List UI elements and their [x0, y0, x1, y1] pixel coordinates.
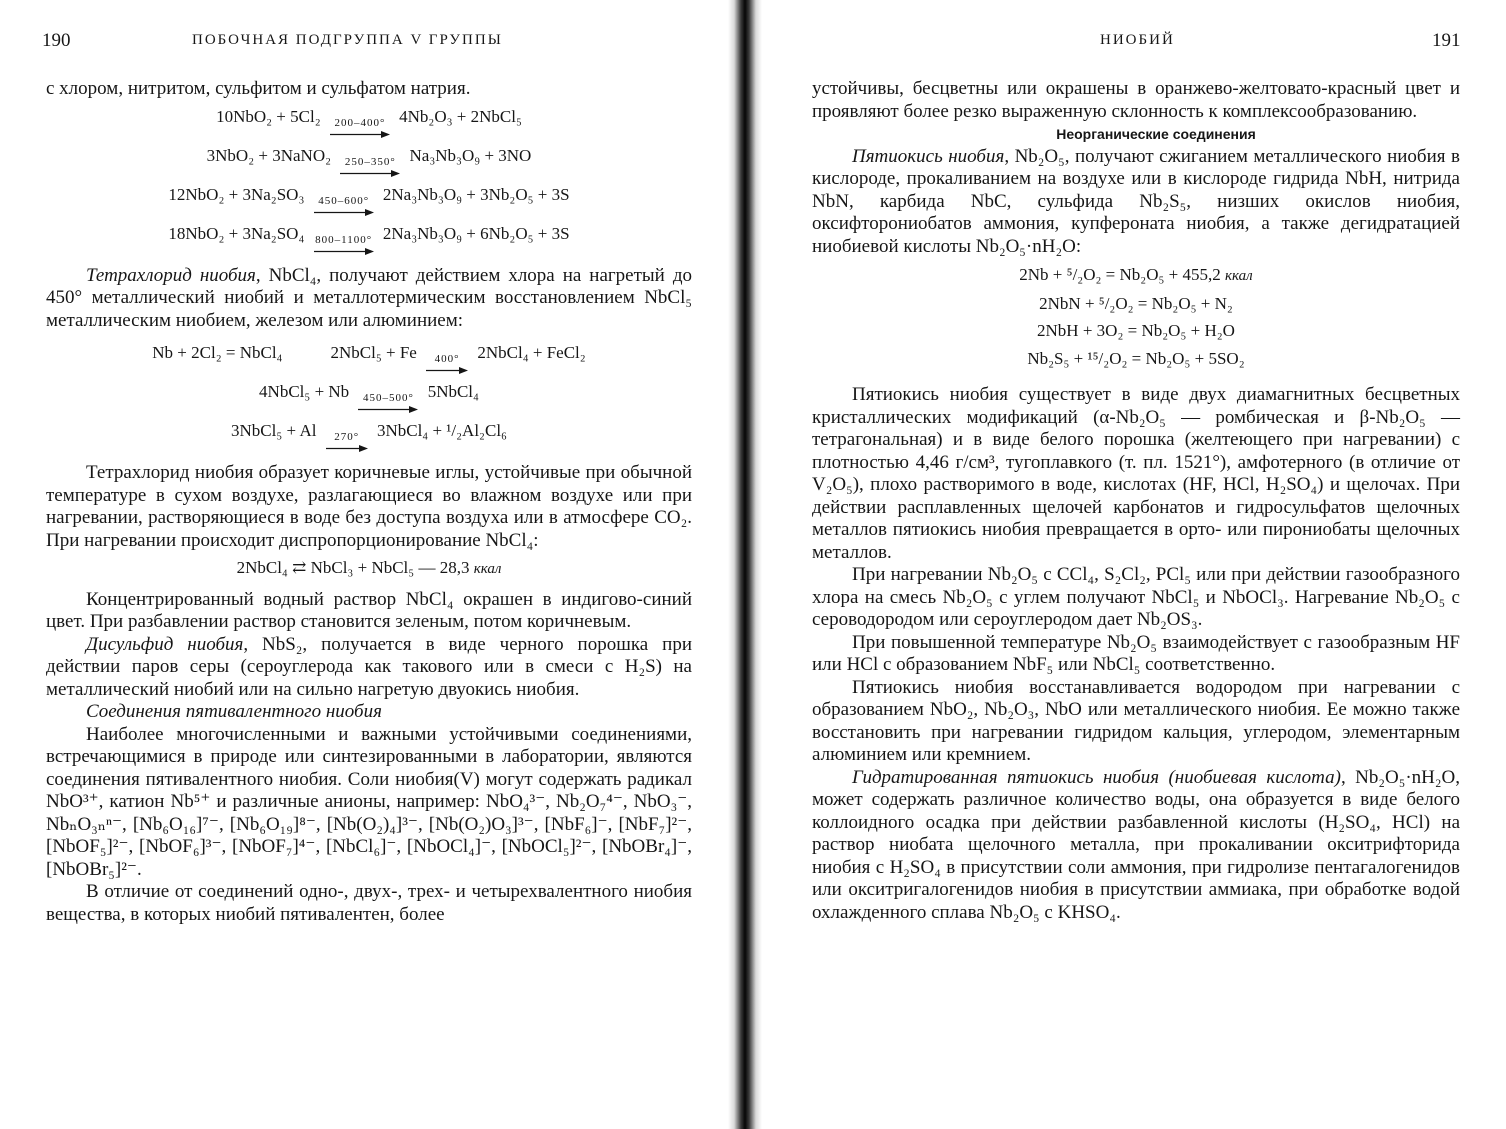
arrow-icon [330, 129, 390, 140]
term-disulfide: Дисульфид ниобия [86, 633, 244, 655]
equation-rhs: 4Nb₂O₃ + 2NbCl₅ [399, 106, 522, 126]
reaction-arrow [426, 353, 468, 376]
tetrachloride-paragraph [46, 265, 692, 333]
section-title: Неорганические соединения [1056, 126, 1256, 142]
reaction-condition: 450–600° [318, 194, 370, 207]
page-number: 191 [1432, 30, 1461, 51]
reaction-condition: 800–1100° [315, 233, 373, 246]
right-page [760, 0, 1506, 1129]
pentoxide-text: , Nb₂O₅, получают сжиганием металлического ниобия в кислороде, прокаливанием на воздухе или в кислороде гидрида NbH, нитрида NbN, карбида NbC, сульфида Nb₂S₅, низших окислов ниобия, оксифторониобатов аммония, купфероната ниобия, а также дегидратацией ниобиевой кислоты Nb₂O₅·nH₂O: [812, 145, 1460, 257]
equation-rhs: 2Na₃Nb₃O₉ + 6Nb₂O₅ + 3S [382, 223, 570, 243]
reaction-arrow [314, 195, 374, 218]
disulfide-paragraph [46, 634, 692, 702]
equation-rhs: 2NbCl₄ + FeCl₂ [477, 343, 586, 362]
equation: 2NbCl₄ ⇄ NbCl₃ + NbCl₅ — 28,3 [236, 558, 470, 577]
equation-rhs: 3NbCl₄ + ¹/₂Al₂Cl₆ [376, 421, 507, 440]
energy-unit: ккал [1225, 268, 1253, 284]
reaction-arrow [358, 392, 418, 415]
running-head: НИОБИЙ [1100, 32, 1175, 48]
arrow-icon [340, 168, 400, 179]
equation-lhs: 2NbCl₅ + Fe [330, 343, 417, 362]
continuation-paragraph: устойчивы, бесцветны или окрашены в оранжево-желтовато-красный цвет и проявляют более резко выраженную склонность к комплексообразованию. [812, 78, 1460, 122]
heating-paragraph: При нагревании Nb₂O₅ с CCl₄, S₂Cl₂, PCl₅ или при действии газообразного хлора на смесь Nb₂O₅ с углем получают NbCl₅ и NbOCl₃. Нагревание Nb₂O₅ с сероводородом или сероуглеродом дает Nb₂OS₃. [812, 564, 1460, 630]
equation-text: 2Nb + ⁵/₂O₂ = Nb₂O₅ + 455,2 [1019, 265, 1221, 284]
section-title: Соединения пятивалентного ниобия [86, 701, 382, 722]
equation-lhs: 3NbO₂ + 3NaNO₂ [206, 145, 332, 165]
reaction-condition: 400° [434, 353, 460, 365]
equation [46, 223, 692, 257]
term-tetrachloride: Тетрахлорид ниобия [86, 264, 256, 286]
reaction-condition: 270° [334, 431, 360, 443]
reaction-condition: 200–400° [334, 116, 386, 129]
equation-lhs: 18NbO₂ + 3Na₂SO₄ [168, 223, 305, 243]
running-head: ПОБОЧНАЯ ПОДГРУППА V ГРУППЫ [192, 32, 503, 48]
equation [46, 145, 692, 179]
nbo2-reactions [46, 106, 692, 257]
disulfide-text: , NbS₂, получается в виде черного порошка при действии паров серы (сероуглерода как такового или в смеси с H₂S) на металлический ниобий или на сильно нагретую двуокись ниобия. [46, 633, 692, 700]
reaction-arrow [326, 431, 368, 454]
arrow-icon [426, 365, 468, 376]
left-page-body [46, 78, 692, 926]
equation-text: Nb₂S₅ + ¹⁵/₂O₂ = Nb₂O₅ + 5SO₂ [1027, 348, 1245, 368]
contrast-paragraph: В отличие от соединений одно-, двух-, трех- и четырехвалентного ниобия вещества, в которых ниобий пятивалентен, более [46, 881, 692, 925]
equation-text: 2NbN + ⁵/₂O₂ = Nb₂O₅ + N₂ [1039, 293, 1233, 313]
reaction-arrow [314, 234, 374, 257]
modifications-paragraph: Пятиокись ниобия существует в виде двух диамагнитных бесцветных кристаллических модификаций (α-Nb₂O₅ — ромбическая и β-Nb₂O₅ — тетрагональная) и в виде белого порошка (желтеющего при нагревании) с плотностью 4,46 г/см³, тугоплавкого (т. пл. 1521°), амфотерного (в отличие от V₂O₅), плохо растворимого в воде, кислотах (HF, HCl, H₂SO₄) и щелочах. При действии расплавленных щелочей карбонатов и гидросульфатов щелочных металлов пятиокись ниобия превращается в орто- или пирониобаты щелочных металлов. [812, 384, 1460, 563]
book-gutter [728, 0, 762, 1129]
arrow-icon [314, 246, 374, 257]
right-page-body [812, 78, 1460, 924]
tetrachloride-properties: Тетрахлорид ниобия образует коричневые иглы, устойчивые при обычной температуре в сухом воздухе, разлагающиеся во влажном воздухе или при нагревании, растворяющиеся в воде без доступа воздуха или в атмосфере CO₂. При нагревании происходит диспропорционирование NbCl₄: [46, 462, 692, 551]
equation-rhs: 2Na₃Nb₃O₉ + 3Nb₂O₅ + 3S [382, 184, 570, 204]
reaction-arrow [340, 156, 400, 179]
equation [46, 381, 692, 415]
equation [46, 184, 692, 218]
reduction-paragraph: Пятиокись ниобия восстанавливается водородом при нагревании с образованием NbO₂, Nb₂O₃, NbO или металлического ниобия. Ее можно также восстановить при нагревании гидридом кальция, углеродом, элементарным алюминием или кремнием. [812, 676, 1460, 765]
intro-line: с хлором, нитритом, сульфитом и сульфатом натрия. [46, 78, 471, 99]
tetrachloride-reactions [46, 342, 692, 454]
oxide-reactions [812, 264, 1460, 370]
arrow-icon [314, 207, 374, 218]
term-hydrated: Гидратированная пятиокись ниобия (ниобиевая кислота) [852, 766, 1341, 788]
pentoxide-paragraph [812, 146, 1460, 259]
disproportionation-equation [46, 557, 692, 581]
solution-paragraph: Концентрированный водный раствор NbCl₄ окрашен в индигово-синий цвет. При разбавлении раствор становится зеленым, потом коричневым. [46, 588, 692, 632]
equation [812, 320, 1460, 343]
page-number: 190 [42, 30, 71, 51]
equation [812, 264, 1460, 288]
equation-rhs: 5NbCl₄ [427, 382, 479, 401]
equation [812, 348, 1460, 371]
equation [46, 106, 692, 140]
equation-lhs: 12NbO₂ + 3Na₂SO₃ [168, 184, 305, 204]
reaction-arrow [330, 117, 390, 140]
hydrated-paragraph [812, 767, 1460, 925]
equation [812, 293, 1460, 316]
pentavalent-paragraph: Наиболее многочисленными и важными устойчивыми соединениями, встречающимися в природе или синтезированными в лаборатории, являются соединения пятивалентного ниобия. Соли ниобия(V) могут содержать радикал NbO³⁺, катион Nb⁵⁺ и различные анионы, например: NbO₄³⁻, Nb₂O₇⁴⁻, NbO₃⁻, NbₙO₃ₙⁿ⁻, [Nb₆O₁₆]⁷⁻, [Nb₆O₁₉]⁸⁻, [Nb(O₂)₄]³⁻, [Nb(O₂)O₃]³⁻, [NbF₆]⁻, [NbF₇]²⁻, [NbOF₅]²⁻, [NbOF₆]³⁻, [NbOF₇]⁴⁻, [NbCl₆]⁻, [NbOCl₄]⁻, [NbOCl₅]²⁻, [NbOBr₄]⁻, [NbOBr₅]²⁻. [46, 723, 692, 880]
left-page [0, 0, 738, 1129]
equation-text: 2NbH + 3O₂ = Nb₂O₅ + H₂O [1037, 321, 1235, 340]
equation-row [46, 342, 692, 376]
equation-lhs: 3NbCl₅ + Al [231, 421, 317, 440]
equation-rhs: Na₃Nb₃O₉ + 3NO [409, 145, 532, 165]
equation-lhs: 4NbCl₅ + Nb [259, 382, 350, 401]
equation [331, 342, 586, 376]
equation: Nb + 2Cl₂ = NbCl₄ [152, 343, 283, 362]
hf-paragraph: При повышенной температуре Nb₂O₅ взаимодействует с газообразным HF или HCl с образованием NbF₅ или NbCl₅ соответственно. [812, 631, 1460, 675]
term-pentoxide: Пятиокись ниобия [852, 145, 1005, 167]
hydrated-text: , Nb₂O₅·nH₂O, может содержать различное количество воды, она образуется в виде белого коллоидного осадка при действии разбавленной кислоты (H₂SO₄, HCl) на раствор ниобата щелочного металла, при прокаливании окситрифторида ниобия с H₂SO₄ в присутствии соли аммония, при гидролизе пентагалогенидов или окситригалогенидов ниобия в присутствии аммиака, при обработке водой охлажденного сплава Nb₂O₅ с KHSO₄. [812, 766, 1460, 923]
arrow-icon [326, 443, 368, 454]
tetrachloride-text: , NbCl₄, получают действием хлора на нагретый до 450° металлический ниобий и металлотермическим восстановлением NbCl₅ металлическим ниобием, железом или алюминием: [46, 264, 692, 331]
arrow-icon [358, 404, 418, 415]
reaction-condition: 250–350° [344, 155, 396, 168]
equation [46, 420, 692, 454]
reaction-condition: 450–500° [362, 392, 414, 404]
energy-unit: ккал [473, 561, 502, 577]
equation-lhs: 10NbO₂ + 5Cl₂ [216, 106, 321, 126]
